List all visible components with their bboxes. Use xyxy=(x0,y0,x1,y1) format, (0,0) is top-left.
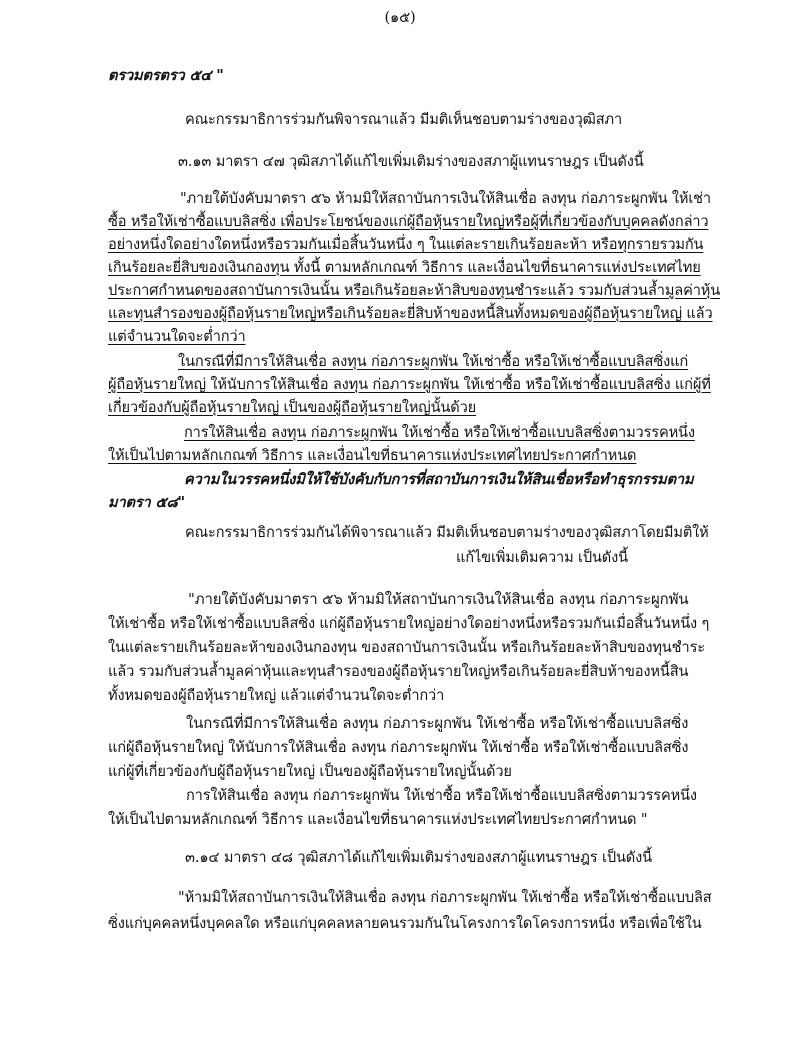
text-line: ๓.๑๔ มาตรา ๔๘ วุฒิสภาได้แก้ไขเพิ่มเติมร่างของสภาผู้แทนราษฎร เป็นดังนี้ xyxy=(185,849,652,866)
text-line: ตรวมตรตรว ๕๔ " xyxy=(108,67,224,84)
text-line: แก้ไขเพิ่มเติมความ เป็นดังนี้ xyxy=(456,549,628,566)
text-line: ในแต่ละรายเกินร้อยละห้าของเงินกองทุน ของสถาบันการเงินนั้น หรือเกินร้อยละห้าสิบของทุนชำระ xyxy=(108,639,705,656)
text-line: ให้เช่าซื้อ หรือให้เช่าซื้อแบบลิสซิ่ง แก่ผู้ถือหุ้นรายใหญ่อย่างใดอย่างหนึ่งหรือรวมกันเมื่อสิ้นวันหนึ่ง ๆ xyxy=(108,615,710,632)
text-line: "ห้ามมิให้สถาบันการเงินให้สินเชื่อ ลงทุน ก่อภาระผูกพัน ให้เช่าซื้อ หรือให้เช่าซื้อแบบลิส xyxy=(178,889,712,906)
text-line: ๓.๑๓ มาตรา ๔๗ วุฒิสภาได้แก้ไขเพิ่มเติมร่างของสภาผู้แทนราษฎร เป็นดังนี้ xyxy=(178,153,644,170)
text-line: และทุนสำรองของผู้ถือหุ้นรายใหญ่หรือเกินร้อยละยี่สิบห้าของหนี้สินทั้งหมดของผู้ถือหุ้นรายใหญ่ แล้ว xyxy=(108,305,713,322)
text-line: คณะกรรมาธิการร่วมกันพิจารณาแล้ว มีมติเห็นชอบตามร่างของวุฒิสภา xyxy=(185,111,622,128)
text-line: ผู้ถือหุ้นรายใหญ่ ให้นับการให้สินเชื่อ ลงทุน ก่อภาระผูกพัน ให้เช่าซื้อ หรือให้เช่าซื้อแบบลิสซิ่ง แก่ผู้ที่ xyxy=(108,376,711,393)
text-line: ความในวรรคหนึ่งมิให้ใช้บังคับกับการที่สถาบันการเงินให้สินเชื่อหรือทำธุรกรรมตาม xyxy=(184,471,694,488)
text-line: ซิ่งแก่บุคคลหนึ่งบุคคลใด หรือแก่บุคคลหลายคนรวมกันในโครงการใดโครงการหนึ่ง หรือเพื่อใช้ใน xyxy=(108,915,702,932)
text-line: แก่ผู้ที่เกี่ยวข้องกับผู้ถือหุ้นรายใหญ่ เป็นของผู้ถือหุ้นรายใหญ่นั้นด้วย xyxy=(108,763,512,780)
text-line: แต่จำนวนใดจะต่ำกว่า xyxy=(108,328,246,345)
text-line: เกินร้อยละยี่สิบของเงินกองทุน ทั้งนี้ ตามหลักเกณฑ์ วิธีการ และเงื่อนไขที่ธนาคารแห่งประเทศไทย xyxy=(108,259,701,276)
text-line: ซื้อ หรือให้เช่าซื้อแบบลิสซิ่ง เพื่อประโยชน์ของแก่ผู้ถือหุ้นรายใหญ่หรือผู้ที่เกี่ยวข้องกับบุคคลดังกล่าว xyxy=(108,213,709,230)
text-line: แก่ผู้ถือหุ้นรายใหญ่ ให้นับการให้สินเชื่อ ลงทุน ก่อภาระผูกพัน ให้เช่าซื้อ หรือให้เช่าซื้อแบบลิสซิ่ง xyxy=(108,739,689,756)
text-line: ให้เป็นไปตามหลักเกณฑ์ วิธีการ และเงื่อนไขที่ธนาคารแห่งประเทศไทยประกาศกำหนด xyxy=(108,447,637,464)
text-line: อย่างหนึ่งใดอย่างใดหนึ่งหรือรวมกันเมื่อสิ้นวันหนึ่ง ๆ ในแต่ละรายเกินร้อยละห้า หรือทุกรายรวมกัน xyxy=(108,236,704,253)
text-line: ทั้งหมดของผู้ถือหุ้นรายใหญ่ แล้วแต่จำนวนใดจะต่ำกว่า xyxy=(108,687,445,704)
text-line: เกี่ยวข้องกับผู้ถือหุ้นรายใหญ่ เป็นของผู้ถือหุ้นรายใหญ่นั้นด้วย xyxy=(108,399,477,416)
text-line: ในกรณีที่มีการให้สินเชื่อ ลงทุน ก่อภาระผูกพัน ให้เช่าซื้อ หรือให้เช่าซื้อแบบลิสซิ่งแก่ xyxy=(178,353,689,370)
text-line: การให้สินเชื่อ ลงทุน ก่อภาระผูกพัน ให้เช่าซื้อ หรือให้เช่าซื้อแบบลิสซิ่งตามวรรคหนึ่ง xyxy=(184,424,695,441)
text-line: ให้เป็นไปตามหลักเกณฑ์ วิธีการ และเงื่อนไขที่ธนาคารแห่งประเทศไทยประกาศกำหนด " xyxy=(108,811,648,828)
text-line: ประกาศกำหนดของสถาบันการเงินนั้น หรือเกินร้อยละห้าสิบของทุนชำระแล้ว รวมกับส่วนล้ำมูลค่าหุ้น xyxy=(108,282,721,299)
text-line: ในกรณีที่มีการให้สินเชื่อ ลงทุน ก่อภาระผูกพัน ให้เช่าซื้อ หรือให้เช่าซื้อแบบลิสซิ่ง xyxy=(186,715,689,732)
text-line: "ภายใต้บังคับมาตรา ๕๖ ห้ามมิให้สถาบันการเงินให้สินเชื่อ ลงทุน ก่อภาระผูกพัน ให้เช่า xyxy=(180,190,711,207)
text-line: การให้สินเชื่อ ลงทุน ก่อภาระผูกพัน ให้เช่าซื้อ หรือให้เช่าซื้อแบบลิสซิ่งตามวรรคหนึ่ง xyxy=(186,787,697,804)
text-line: มาตรา ๕๘" xyxy=(108,494,185,511)
text-line: คณะกรรมาธิการร่วมกันได้พิจารณาแล้ว มีมติเห็นชอบตามร่างของวุฒิสภาโดยมีมติให้ xyxy=(185,524,709,541)
text-line: "ภายใต้บังคับมาตรา ๕๖ ห้ามมิให้สถาบันการเงินให้สินเชื่อ ลงทุน ก่อภาระผูกพัน xyxy=(188,591,689,608)
page-number: (๑๕) xyxy=(384,9,416,26)
text-line: แล้ว รวมกับส่วนล้ำมูลค่าหุ้นและทุนสำรองของผู้ถือหุ้นรายใหญ่หรือเกินร้อยละยี่สิบห้าของหนี้สิน xyxy=(108,663,689,680)
